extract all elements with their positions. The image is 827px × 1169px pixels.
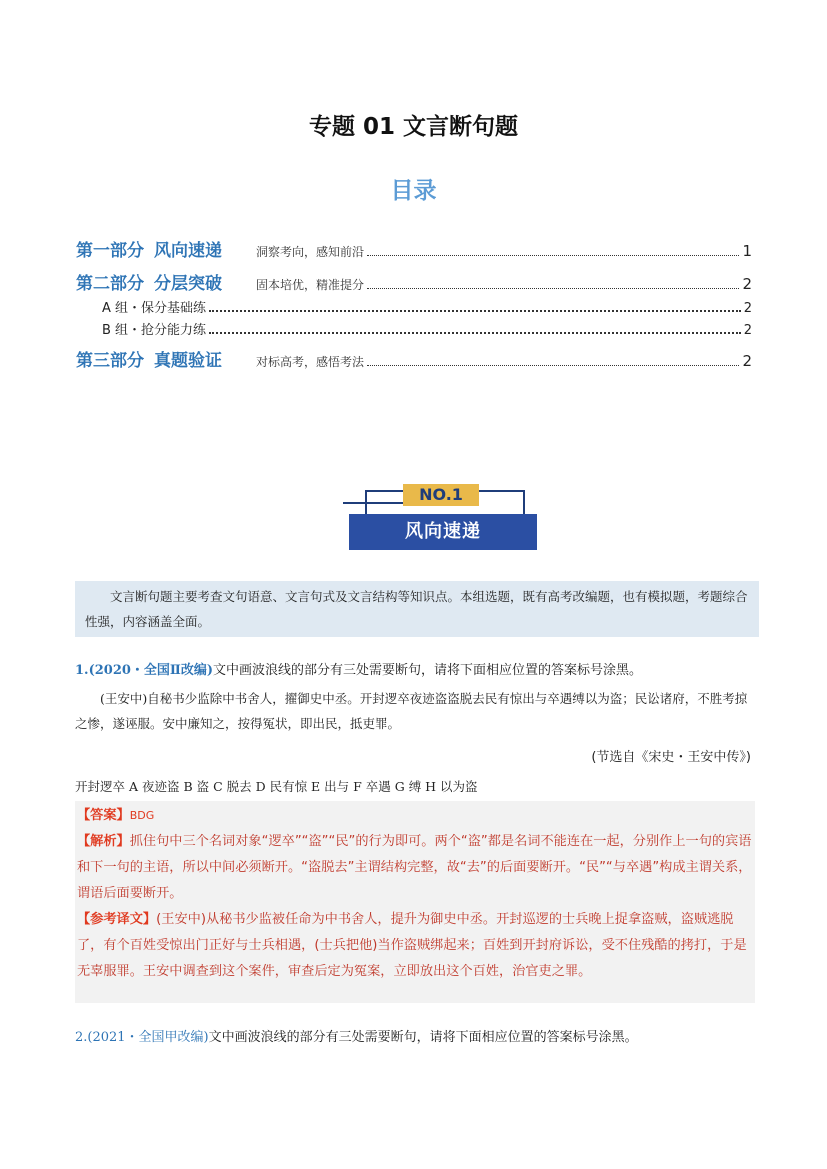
analysis-text: 抓住句中三个名词对象“逻卒”“盗”“民”的行为即可。两个“盗”都是名词不能连在一起，分别作上一句的宾语和下一句的主语，所以中间必须断开。“盗脱去”主谓结构完整，故“去”的后面要断开。“民”“与卒遇”构成主谓关系，谓语后面要断开。 bbox=[77, 834, 752, 901]
translation-text: (王安中)从秘书少监被任命为中书舍人，提升为御史中丞。开封巡逻的士兵晚上捉拿盗贼，盗贼逃脱了，有个百姓受惊出门正好与士兵相遇，(士兵把他)当作盗贼绑起来；百姓到开封府诉讼，受不住残酷的拷打，于是无辜服罪。王安中调查到这个案件，审查后定为冤案，立即放出这个百姓，治官吏之罪。 bbox=[77, 912, 747, 979]
analysis-block bbox=[77, 829, 753, 907]
passage-source: (节选自《宋史・王安中传》) bbox=[591, 750, 751, 765]
toc-entry-part-2[interactable] bbox=[76, 269, 752, 294]
banner-frame-line bbox=[365, 490, 367, 516]
answer-line bbox=[77, 803, 753, 829]
toc-leader-dots bbox=[367, 364, 739, 366]
question-1-passage: (王安中)自秘书少监除中书舍人，擢御史中丞。开封逻卒夜迹盗盗脱去民有惊出与卒遇缚以为盗；民讼诸府，不胜考掠之惨，遂诬服。安中廉知之，按得冤状，即出民，抵吏罪。 bbox=[75, 691, 748, 731]
toc-heading: 目录 bbox=[390, 178, 437, 204]
toc-part-name: 分层突破 bbox=[154, 274, 222, 294]
toc-entry-sub-b[interactable] bbox=[102, 319, 752, 338]
banner-number-tag: NO.1 bbox=[403, 484, 479, 506]
toc-page-number: 2 bbox=[742, 275, 752, 293]
toc-page-number: 2 bbox=[743, 323, 752, 338]
intro-text: 文言断句题主要考查文句语意、文言句式及文言结构等知识点。本组选题，既有高考改编题，也有模拟题，考题综合性强，内容涵盖全面。 bbox=[85, 589, 748, 629]
banner-frame-line bbox=[523, 490, 525, 516]
banner-title: 风向速递 bbox=[349, 514, 537, 550]
toc-part-label: 第二部分 bbox=[76, 274, 144, 294]
banner-frame-line bbox=[479, 490, 525, 492]
answer-box bbox=[75, 801, 755, 1003]
answer-value: BDG bbox=[129, 809, 155, 822]
toc-part-name: 真题验证 bbox=[154, 351, 222, 371]
analysis-label: 【解析】 bbox=[77, 834, 130, 849]
banner-frame-line bbox=[343, 502, 403, 504]
toc-entry-part-1[interactable] bbox=[76, 236, 752, 261]
question-1-header bbox=[75, 661, 642, 681]
toc-sub-label: B 组・抢分能力练 bbox=[102, 323, 207, 338]
toc-page-number: 2 bbox=[743, 301, 752, 316]
question-prompt: 文中画波浪线的部分有三处需要断句，请将下面相应位置的答案标号涂黑。 bbox=[213, 663, 643, 678]
answer-options: 开封逻卒 A 夜迹盗 B 盗 C 脱去 D 民有惊 E 出与 F 卒遇 G 缚 H 以为盗 bbox=[75, 779, 478, 794]
section-banner bbox=[343, 480, 543, 552]
toc-part-label: 第三部分 bbox=[76, 351, 144, 371]
toc-page-number: 1 bbox=[742, 242, 752, 260]
answer-content bbox=[77, 803, 753, 985]
toc-leader-dots bbox=[209, 331, 741, 334]
toc-entry-part-3[interactable] bbox=[76, 346, 752, 371]
answer-label: 【答案】 bbox=[77, 808, 130, 823]
toc-leader-dots bbox=[367, 254, 739, 256]
question-2-header bbox=[75, 1028, 638, 1048]
intro-box bbox=[75, 581, 759, 637]
banner-frame-line bbox=[365, 490, 405, 492]
question-number: 1. bbox=[75, 663, 89, 678]
toc-sub-label: A 组・保分基础练 bbox=[102, 301, 207, 316]
document-title: 专题 01 文言断句题 bbox=[308, 114, 519, 140]
toc-page-number: 2 bbox=[742, 352, 752, 370]
toc-leader-dots bbox=[209, 309, 741, 312]
toc-part-label: 第一部分 bbox=[76, 241, 144, 261]
translation-label: 【参考译文】 bbox=[77, 912, 157, 927]
toc-part-desc: 洞察考向，感知前沿 bbox=[256, 245, 365, 259]
toc-leader-dots bbox=[367, 287, 739, 289]
translation-block bbox=[77, 907, 753, 985]
question-source: (2020・全国Ⅱ改编) bbox=[88, 663, 214, 678]
question-prompt: 文中画波浪线的部分有三处需要断句，请将下面相应位置的答案标号涂黑。 bbox=[208, 1030, 638, 1045]
toc-part-name: 风向速递 bbox=[154, 241, 222, 261]
question-source: (2021・全国甲改编) bbox=[87, 1030, 209, 1045]
question-number: 2. bbox=[75, 1030, 88, 1045]
toc-part-desc: 对标高考，感悟考法 bbox=[256, 355, 365, 369]
toc-part-desc: 固本培优，精准提分 bbox=[256, 278, 365, 292]
toc-entry-sub-a[interactable] bbox=[102, 297, 752, 316]
